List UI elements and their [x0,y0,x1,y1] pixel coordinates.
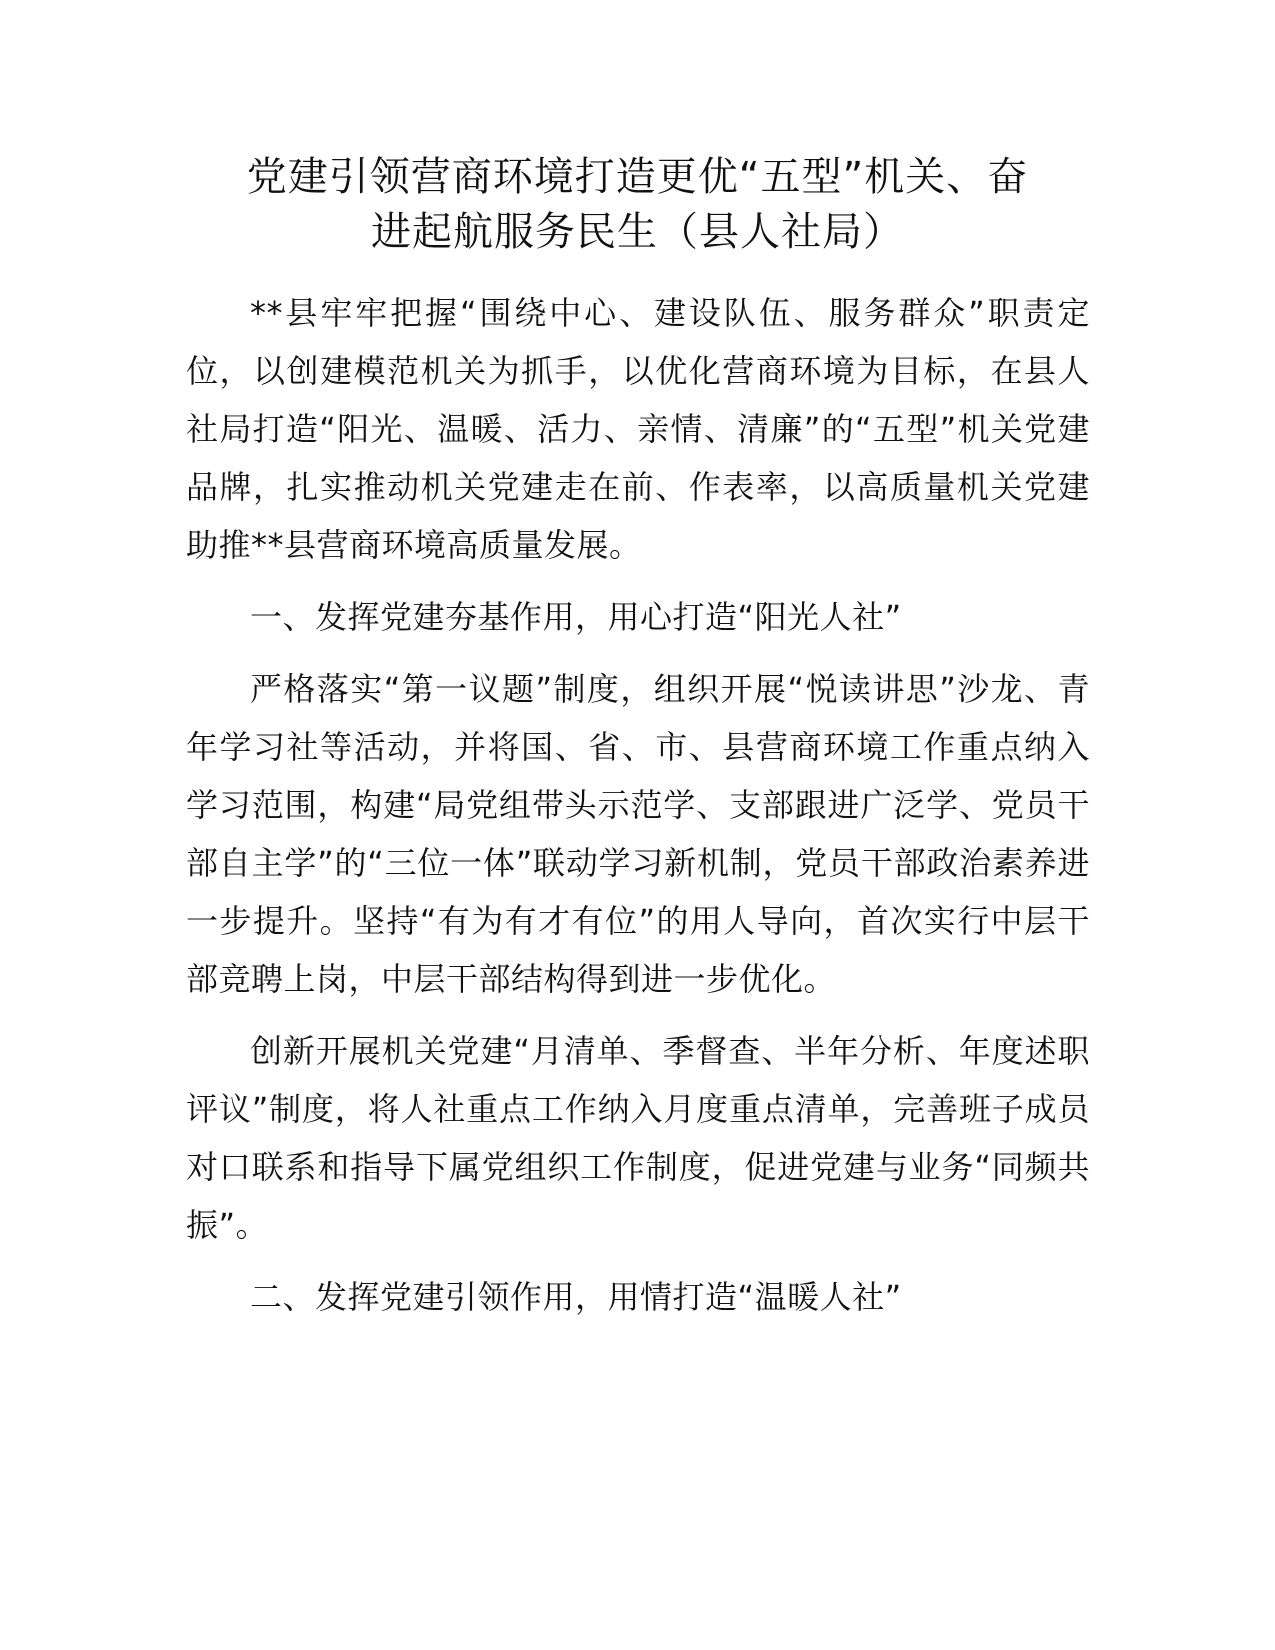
section-heading-2: 二、发挥党建引领作用，用情打造“温暖人社” [250,1278,902,1316]
paragraph-gap [186,646,1090,660]
body-paragraph-2: 创新开展机关党建“月清单、季督查、半年分析、年度述职评议”制度，将人社重点工作纳入月度重点清单，完善班子成员对口联系和指导下属党组织工作制度，促进党建与业务“同频共振”。 [186,1032,1090,1244]
paragraph-gap [186,1254,1090,1268]
intro-paragraph: **县牢牢把握“围绕中心、建设队伍、服务群众”职责定位，以创建模范机关为抓手，以优化营商环境为目标，在县人社局打造“阳光、温暖、活力、亲情、清廉”的“五型”机关党建品牌，扎实推动机关党建走在前、作表率，以高质量机关党建助推**县营商环境高质量发展。 [186,294,1090,564]
paragraph-gap [186,574,1090,588]
title-line-1: 党建引领营商环境打造更优“五型”机关、奋 [246,154,1029,200]
paragraph-gap [186,1008,1090,1022]
section-heading-1: 一、发挥党建夯基作用，用心打造“阳光人社” [250,598,902,636]
title-line-2: 进起航服务民生（县人社局） [371,209,904,255]
body-paragraph-1: 严格落实“第一议题”制度，组织开展“悦读讲思”沙龙、青年学习社等活动，并将国、省、市、县营商环境工作重点纳入学习范围，构建“局党组带头示范学、支部跟进广泛学、党员干部自主学”的“三位一体”联动学习新机制，党员干部政治素养进一步提升。坚持“有为有才有位”的用人导向，首次实行中层干部竞聘上岗，中层干部结构得到进一步优化。 [186,670,1090,998]
document-body [186,284,1090,1326]
document-title [150,150,1125,260]
